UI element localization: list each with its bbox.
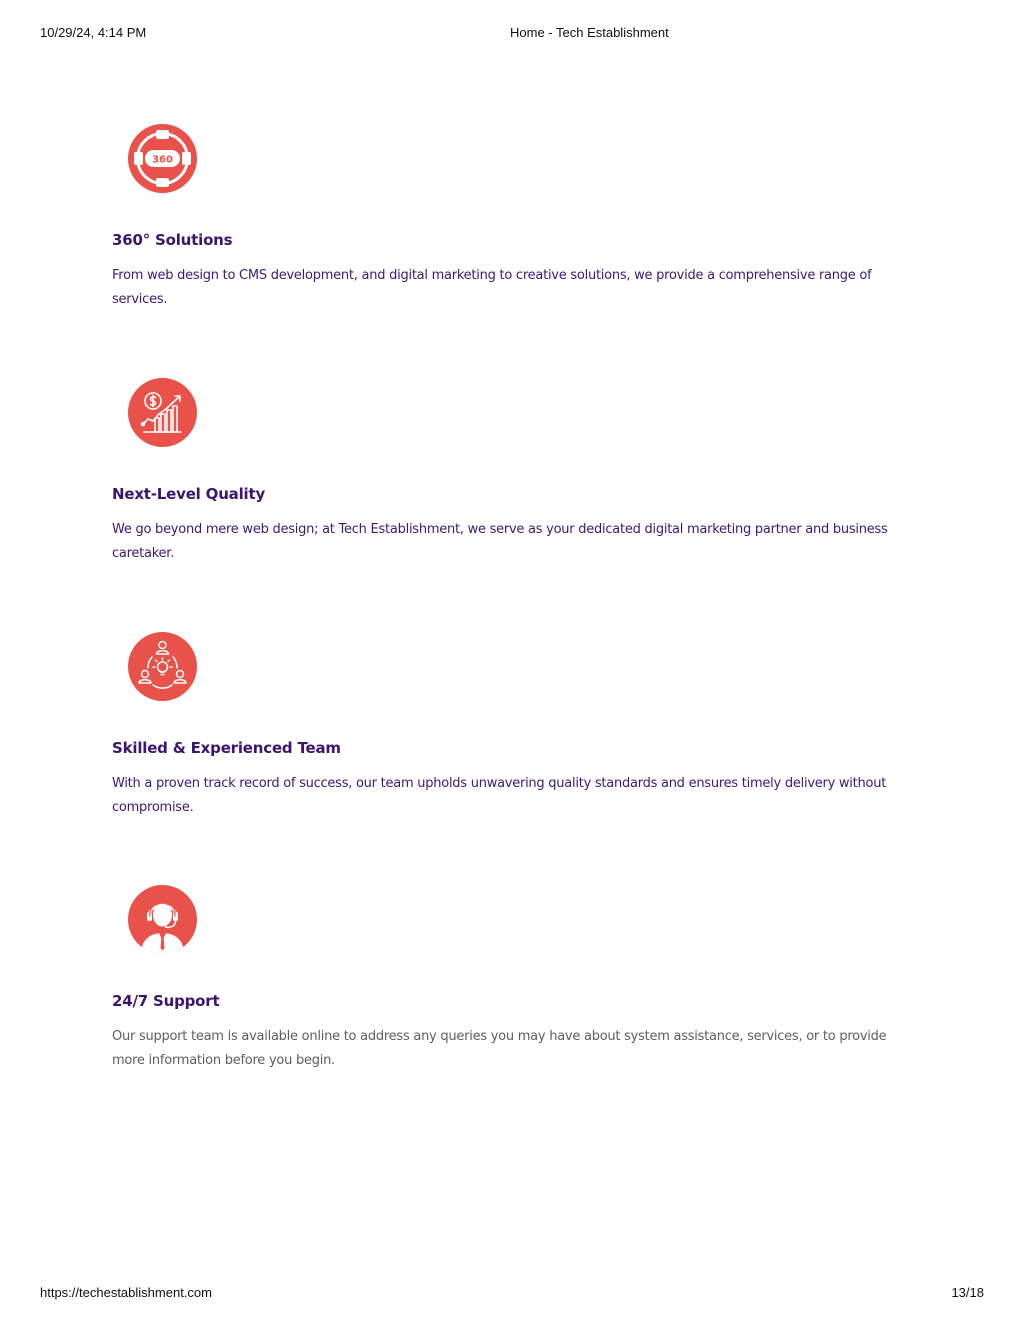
360-icon — [128, 124, 197, 193]
360-icon-text: 360 — [152, 154, 173, 166]
feature-description: Our support team is available online to address any queries you may have about system assistance, services, or to provide more information before you begin. — [112, 1029, 887, 1068]
feature-description: From web design to CMS development, and digital marketing to creative solutions, we provide a comprehensive range of services. — [112, 268, 872, 307]
print-datetime: 10/29/24, 4:14 PM — [40, 25, 147, 40]
feature-title: 360° Solutions — [112, 231, 233, 249]
team-idea-icon — [128, 632, 197, 701]
feature-title: Skilled & Experienced Team — [112, 739, 341, 757]
feature-title: 24/7 Support — [112, 992, 220, 1010]
print-header — [0, 25, 1024, 43]
support-agent-icon — [128, 885, 197, 954]
print-footer — [0, 1285, 1024, 1303]
print-page-number: 13/18 — [951, 1285, 984, 1300]
print-url: https://techestablishment.com — [40, 1285, 212, 1300]
feature-title: Next-Level Quality — [112, 485, 266, 503]
feature-description: With a proven track record of success, our team upholds unwavering quality standards and ensures timely delivery without compromise. — [112, 776, 887, 815]
dollar-growth-chart-icon — [128, 378, 197, 447]
print-page-title: Home - Tech Establishment — [510, 25, 669, 40]
feature-description: We go beyond mere web design; at Tech Establishment, we serve as your dedicated digital marketing partner and business caretaker. — [112, 522, 888, 561]
